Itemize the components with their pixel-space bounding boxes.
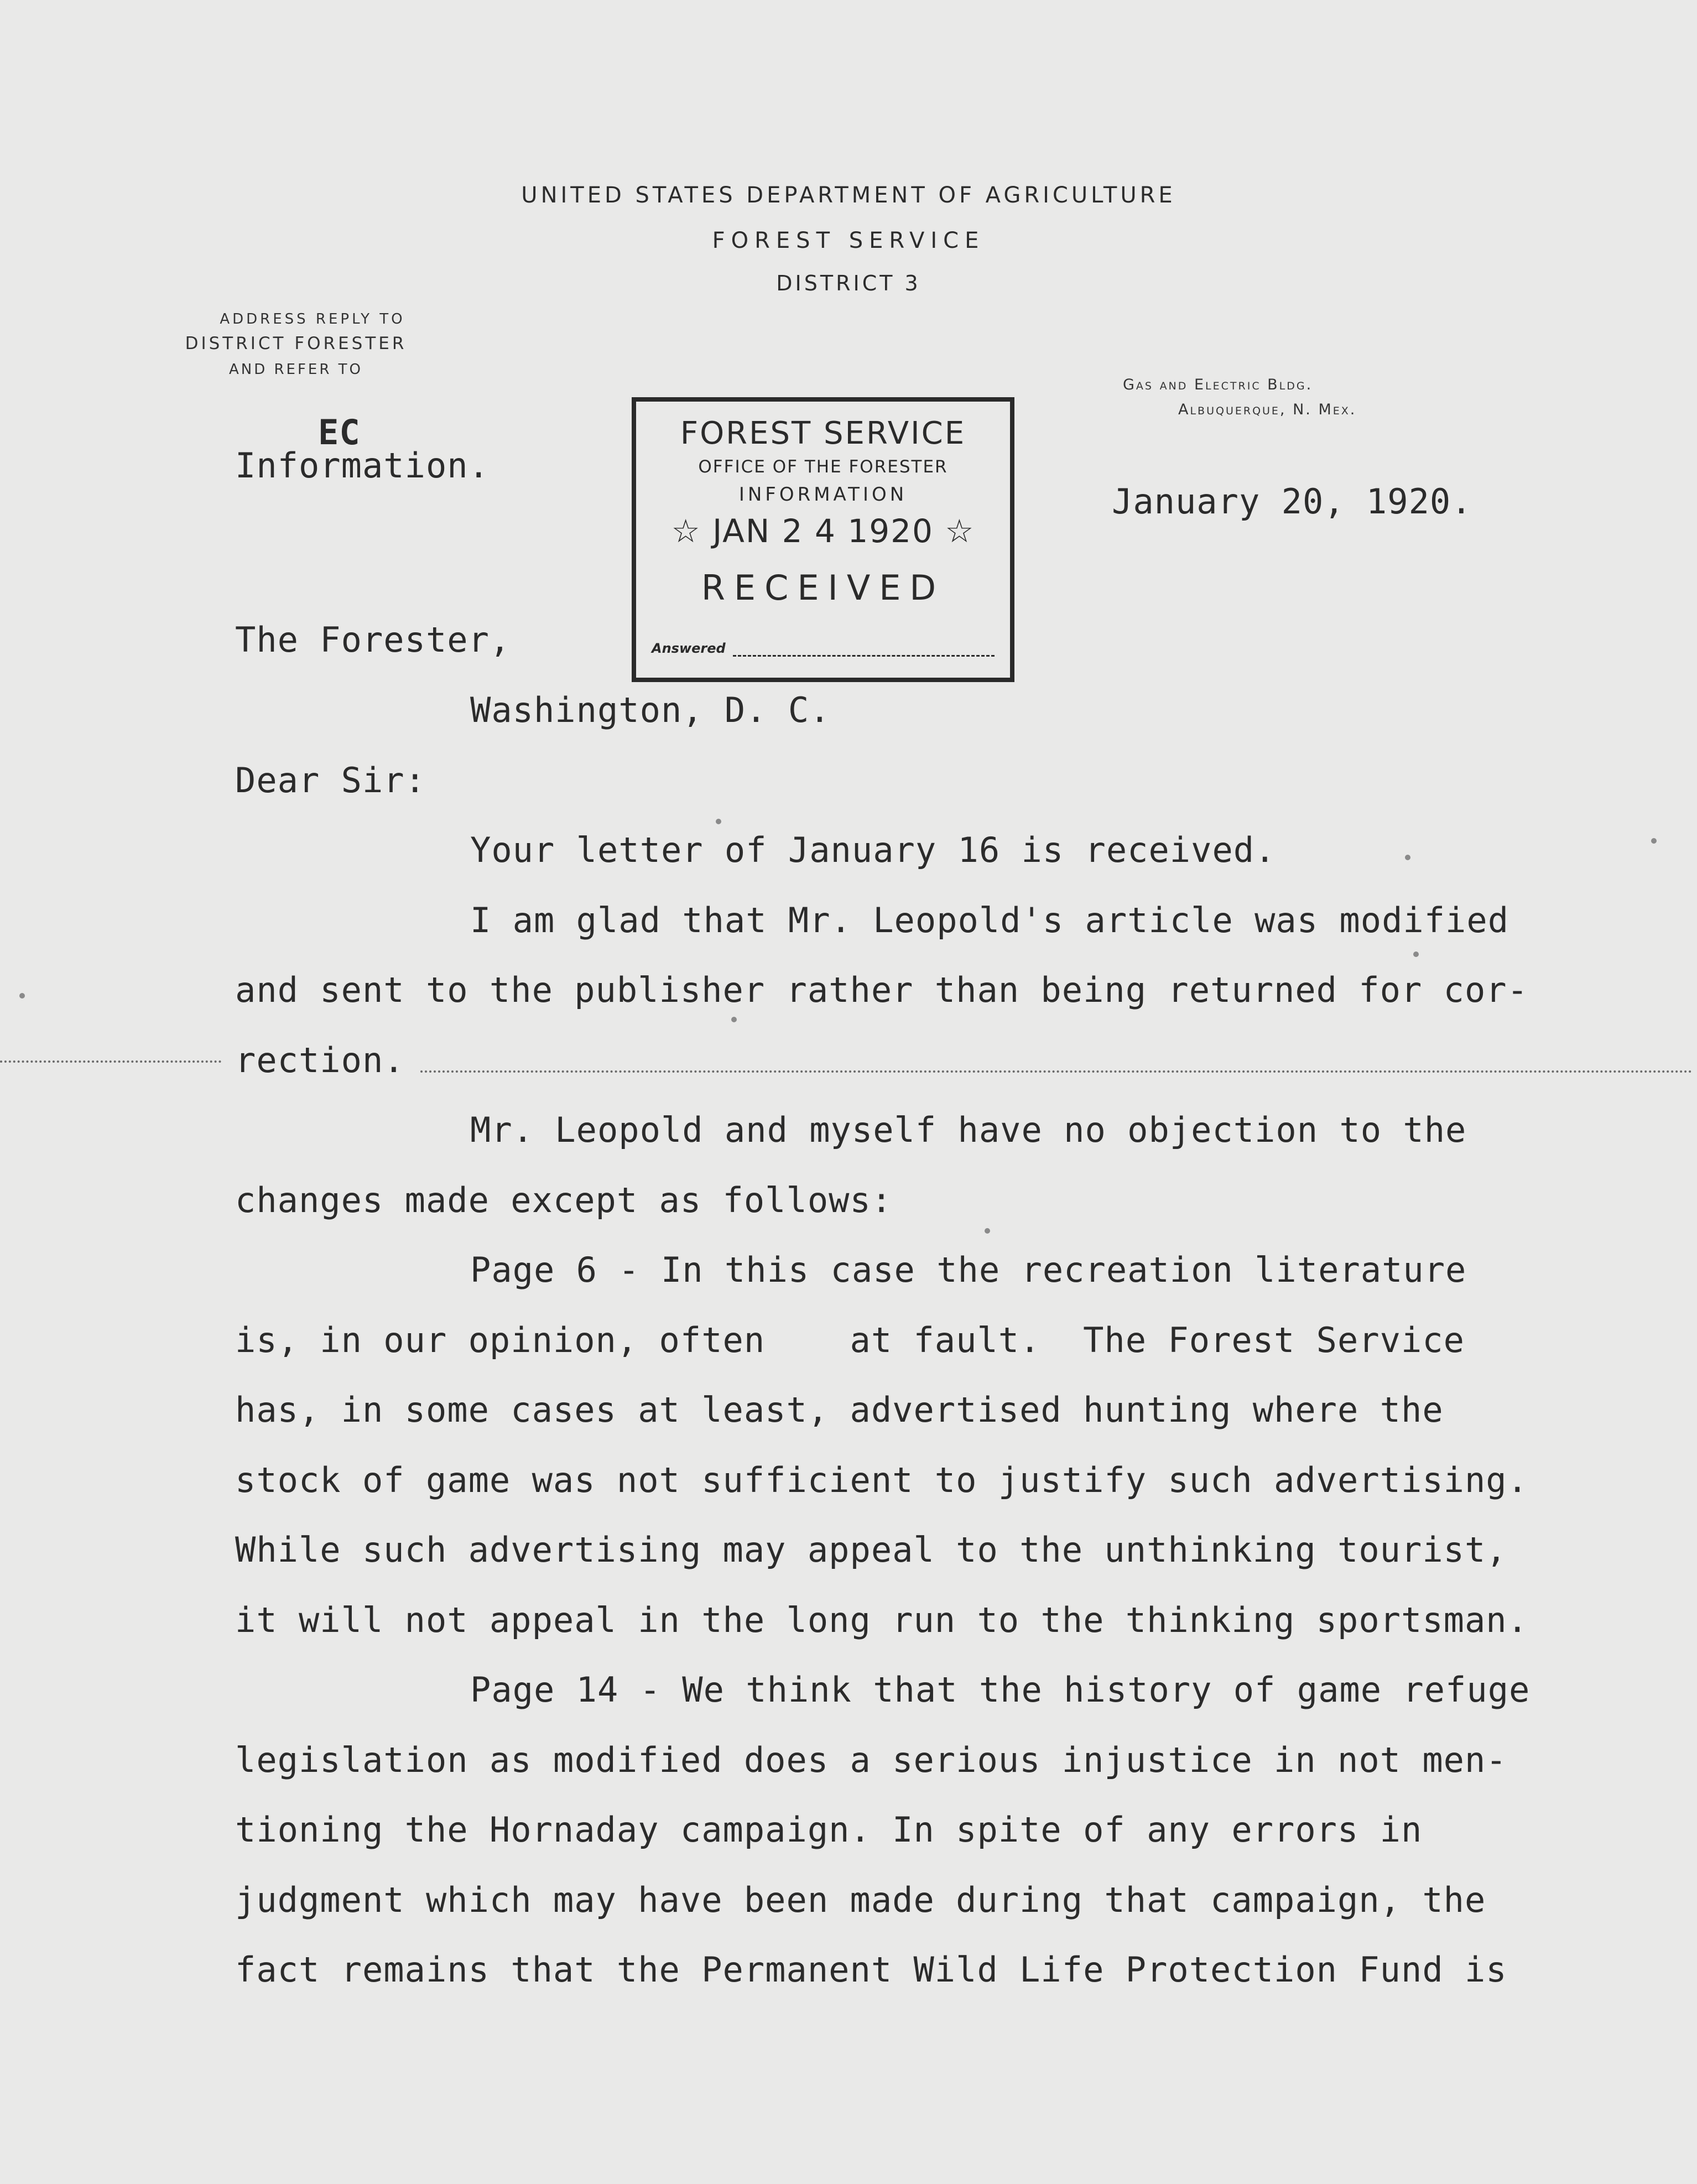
- salutation: Dear Sir:: [235, 760, 426, 800]
- scan-speck: [1413, 951, 1419, 957]
- body-line: stock of game was not sufficient to justify such advertising.: [235, 1460, 1528, 1500]
- body-line: I am glad that Mr. Leopold's article was modified: [470, 900, 1509, 940]
- body-line: judgment which may have been made during that campaign, the: [235, 1880, 1486, 1920]
- letterhead-district: DISTRICT 3: [776, 271, 921, 295]
- stamp-answered-line: [733, 655, 995, 657]
- body-line: Page 14 - We think that the history of game refuge: [470, 1670, 1531, 1710]
- stamp-division: INFORMATION: [738, 483, 908, 506]
- letter-date: January 20, 1920.: [1112, 481, 1472, 522]
- stamp-title: FOREST SERVICE: [680, 415, 966, 451]
- scan-speck: [985, 1228, 990, 1234]
- address-reply-line-1: ADDRESS REPLY TO: [220, 311, 405, 327]
- body-line: Your letter of January 16 is received.: [470, 830, 1276, 870]
- location-city: Albuquerque, N. Mex.: [1178, 401, 1357, 418]
- body-line: rection.: [235, 1040, 405, 1080]
- letterhead-service: FOREST SERVICE: [712, 228, 985, 253]
- body-line: tioning the Hornaday campaign. In spite of any errors in: [235, 1809, 1423, 1850]
- stamp-answered-label: Answered: [652, 641, 726, 656]
- scan-speck: [1651, 838, 1657, 844]
- body-line: is, in our opinion, often at fault. The Forest Service: [235, 1320, 1465, 1360]
- address-reply-line-2: DISTRICT FORESTER: [185, 334, 407, 353]
- scan-artifact-dotted-line: [0, 1060, 221, 1063]
- stamp-status: RECEIVED: [701, 568, 945, 608]
- body-line: While such advertising may appeal to the unthinking tourist,: [235, 1530, 1507, 1570]
- body-line: has, in some cases at least, advertised hunting where the: [235, 1390, 1444, 1430]
- body-line: legislation as modified does a serious injustice in not men-: [235, 1740, 1507, 1780]
- body-line: changes made except as follows:: [235, 1180, 893, 1220]
- star-icon: ☆: [945, 512, 975, 550]
- body-line: Mr. Leopold and myself have no objection to the: [470, 1110, 1467, 1150]
- body-line: Page 6 - In this case the recreation literature: [470, 1250, 1467, 1290]
- scan-artifact-dotted-line: [420, 1070, 1693, 1073]
- reference-subject: Information.: [235, 445, 490, 486]
- scan-speck: [716, 819, 721, 824]
- received-stamp: [632, 397, 1014, 682]
- recipient-address: Washington, D. C.: [470, 690, 831, 730]
- scan-speck: [1405, 855, 1410, 860]
- body-line: and sent to the publisher rather than being returned for cor-: [235, 970, 1528, 1010]
- stamp-office: OFFICE OF THE FORESTER: [698, 457, 948, 477]
- address-reply-line-3: AND REFER TO: [228, 361, 363, 378]
- scan-speck: [731, 1017, 737, 1022]
- body-line: fact remains that the Permanent Wild Life Protection Fund is: [235, 1949, 1507, 1990]
- location-building: Gas and Electric Bldg.: [1123, 376, 1313, 393]
- stamp-date: JAN 2 4 1920: [712, 512, 934, 550]
- letterhead-department: UNITED STATES DEPARTMENT OF AGRICULTURE: [521, 183, 1176, 208]
- recipient-name: The Forester,: [235, 620, 511, 660]
- star-icon: ☆: [671, 512, 701, 550]
- scan-speck: [19, 993, 25, 999]
- reference-code: EC: [318, 412, 361, 453]
- body-line: it will not appeal in the long run to the thinking sportsman.: [235, 1600, 1528, 1640]
- stamp-date-row: [636, 512, 1010, 550]
